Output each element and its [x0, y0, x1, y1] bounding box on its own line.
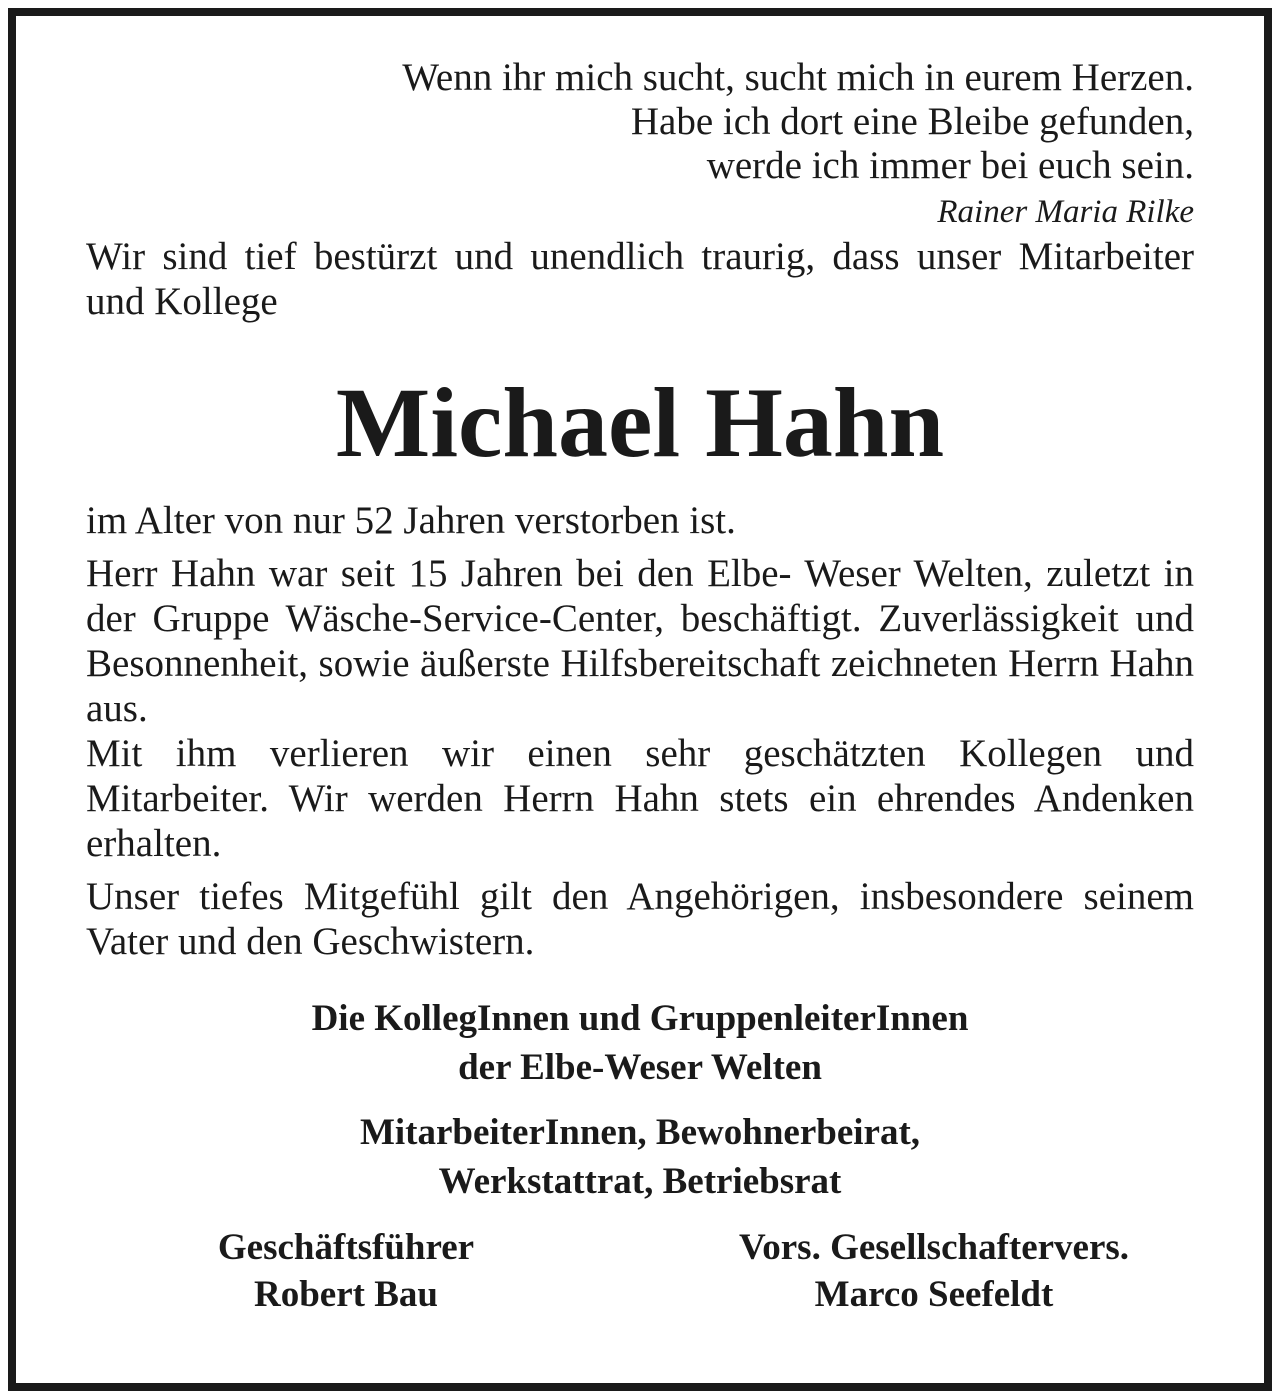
obituary-content [86, 56, 1194, 1318]
obituary-frame [8, 8, 1272, 1391]
age-text: im Alter von nur 52 Jahren verstorben ist. [86, 499, 736, 542]
signature-colleagues [86, 994, 1194, 1092]
signature-line: Die KollegInnen und GruppenleiterInnen [311, 998, 969, 1039]
poem-line: Wenn ihr mich sucht, sucht mich in eurem Herzen. [402, 56, 1194, 99]
poem-line: Habe ich dort eine Bleibe gefunden, [630, 100, 1194, 143]
signature-row [86, 1224, 1194, 1318]
signature-title: Vors. Gesellschaftervers. [738, 1227, 1130, 1268]
signature-line: der Elbe-Weser Welten [458, 1047, 822, 1088]
poem-block [86, 56, 1194, 234]
sympathy-text: Unser tiefes Mitgefühl gilt den Angehörigen, insbesondere seinem Vater und den Geschwistern. [86, 875, 1194, 963]
signature-councils [86, 1108, 1194, 1206]
loss-text: Mit ihm verlieren wir einen sehr geschätzten Kollegen und Mitarbeiter. Wir werden Herrn Hahn stets ein ehrendes Andenken erhalten. [86, 732, 1194, 865]
deceased-name: Michael Hahn [335, 367, 945, 478]
poem-line: werde ich immer bei euch sein. [706, 144, 1194, 187]
signature-name: Robert Bau [254, 1274, 438, 1315]
signature-line: MitarbeiterInnen, Bewohnerbeirat, [359, 1112, 921, 1153]
signature-title: Geschäftsführer [217, 1227, 475, 1268]
signature-managing-director [66, 1224, 626, 1318]
signature-line: Werkstattrat, Betriebsrat [438, 1161, 842, 1202]
signature-shareholder-chair [654, 1224, 1214, 1318]
signature-name: Marco Seefeldt [814, 1274, 1054, 1315]
career-text: Herr Hahn war seit 15 Jahren bei den Elbe- Weser Welten, zuletzt in der Gruppe Wäsche-Service-Center, beschäftigt. Zuverlässigkeit und Besonnenheit, sowie äußerste Hilfsbereitschaft zeichneten Herrn Hahn aus. [86, 552, 1194, 730]
poem-author: Rainer Maria Rilke [937, 194, 1194, 230]
intro-text: Wir sind tief bestürzt und unendlich traurig, dass unser Mitarbeiter und Kollege [86, 235, 1194, 323]
